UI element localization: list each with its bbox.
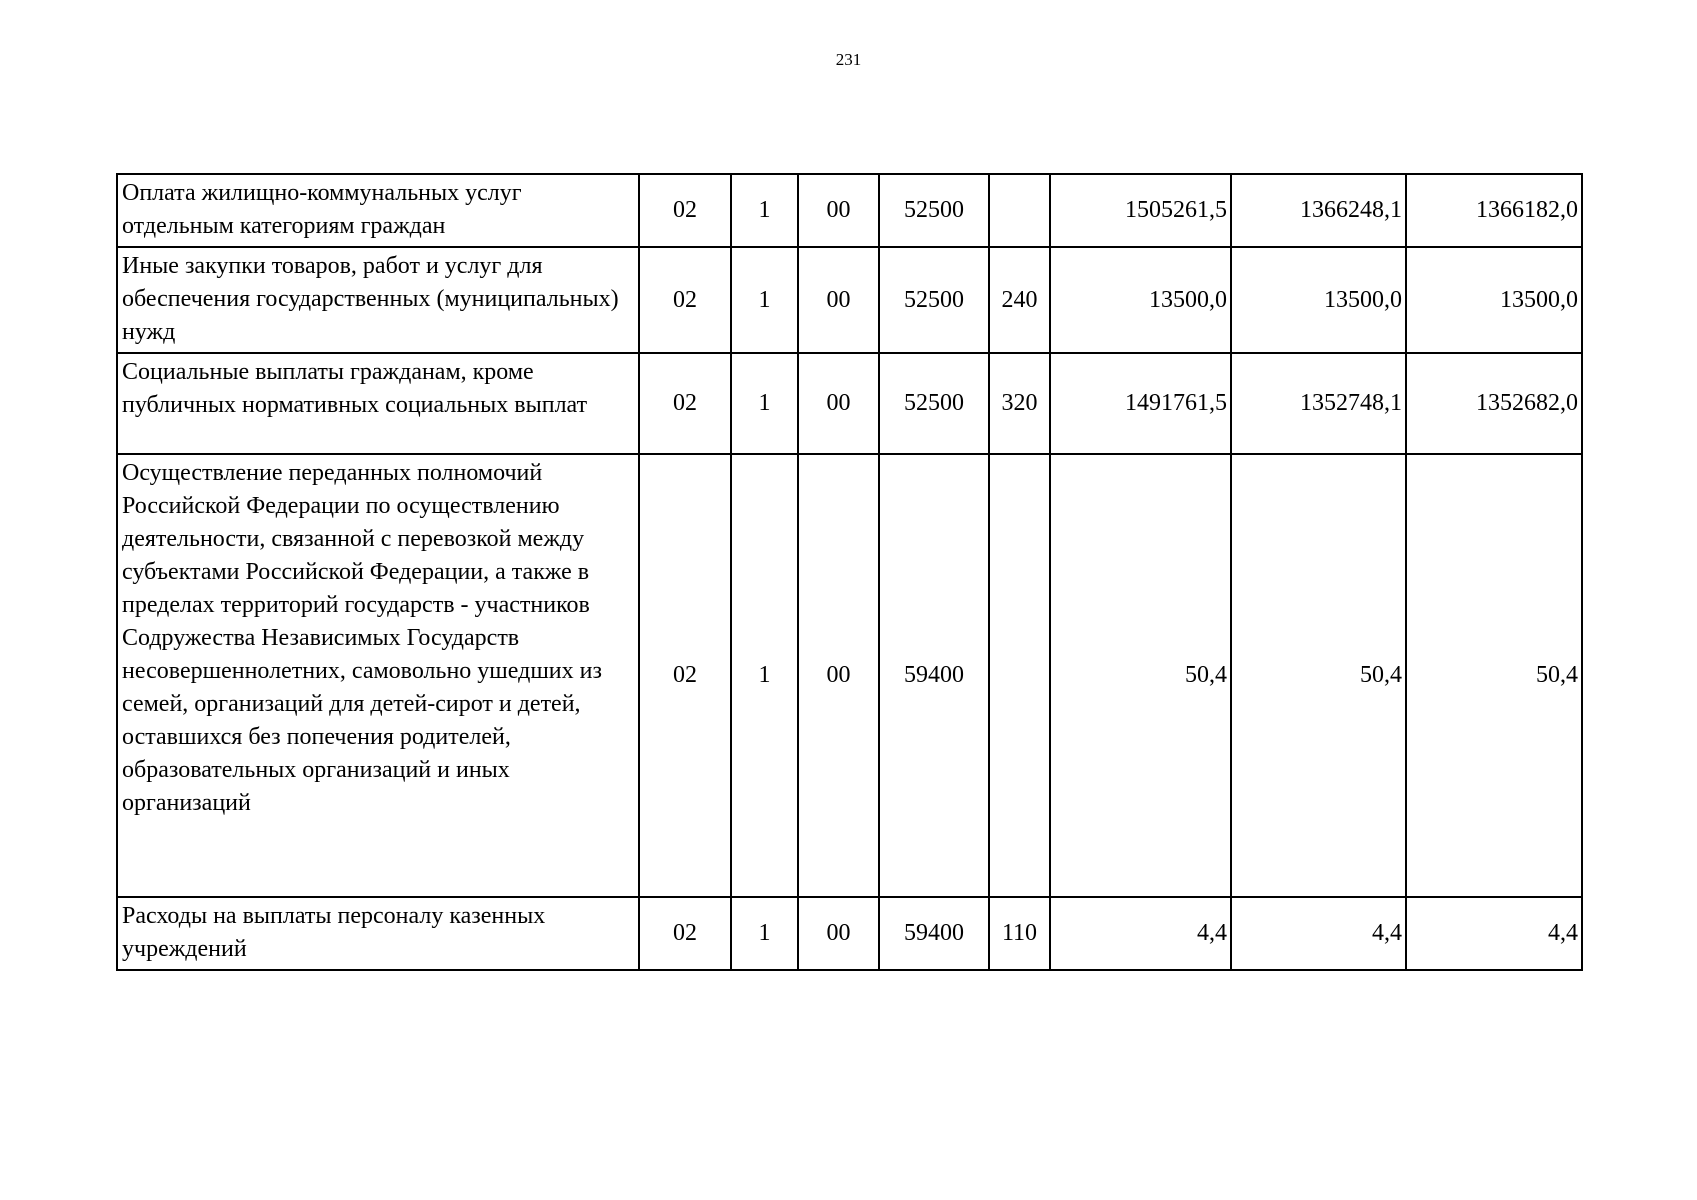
sum-year-2: 50,4 — [1231, 454, 1406, 897]
row-name: Иные закупки товаров, работ и услуг для обеспечения государственных (муниципальных) нужд — [117, 247, 639, 353]
subprogram-code: 00 — [798, 353, 879, 454]
subprogram-code: 00 — [798, 247, 879, 353]
sum-year-2: 4,4 — [1231, 897, 1406, 970]
sum-year-1: 1505261,5 — [1050, 174, 1231, 247]
direction-code: 52500 — [879, 247, 989, 353]
sum-year-1: 1491761,5 — [1050, 353, 1231, 454]
table-row — [117, 247, 1582, 353]
program-code: 1 — [731, 454, 798, 897]
budget-table — [116, 173, 1583, 971]
expense-type-code: 240 — [989, 247, 1050, 353]
program-code: 1 — [731, 897, 798, 970]
sum-year-1: 4,4 — [1050, 897, 1231, 970]
row-name: Осуществление переданных полномочий Российской Федерации по осуществлению деятельности, связанной с перевозкой между субъектами Российской Федерации, а также в пределах территорий государств - участников Содружества Независимых Государств несовершеннолетних, самовольно ушедших из семей, организаций для детей-сирот и детей, оставшихся без попечения родителей, образовательных организаций и иных организаций — [117, 454, 639, 897]
expense-type-code — [989, 174, 1050, 247]
sum-year-2: 1352748,1 — [1231, 353, 1406, 454]
page-number: 231 — [835, 50, 862, 69]
expense-type-code: 110 — [989, 897, 1050, 970]
section-code: 02 — [639, 247, 731, 353]
sum-year-1: 13500,0 — [1050, 247, 1231, 353]
program-code: 1 — [731, 174, 798, 247]
program-code: 1 — [731, 353, 798, 454]
section-code: 02 — [639, 353, 731, 454]
section-code: 02 — [639, 454, 731, 897]
table-row — [117, 174, 1582, 247]
row-name: Оплата жилищно-коммунальных услуг отдельным категориям граждан — [117, 174, 639, 247]
sum-year-2: 13500,0 — [1231, 247, 1406, 353]
subprogram-code: 00 — [798, 454, 879, 897]
row-name: Социальные выплаты гражданам, кроме публичных нормативных социальных выплат — [117, 353, 639, 454]
sum-year-3: 4,4 — [1406, 897, 1582, 970]
direction-code: 59400 — [879, 454, 989, 897]
expense-type-code: 320 — [989, 353, 1050, 454]
sum-year-3: 50,4 — [1406, 454, 1582, 897]
direction-code: 52500 — [879, 353, 989, 454]
sum-year-3: 1352682,0 — [1406, 353, 1582, 454]
subprogram-code: 00 — [798, 897, 879, 970]
expense-type-code — [989, 454, 1050, 897]
program-code: 1 — [731, 247, 798, 353]
sum-year-1: 50,4 — [1050, 454, 1231, 897]
row-name: Расходы на выплаты персоналу казенных учреждений — [117, 897, 639, 970]
direction-code: 52500 — [879, 174, 989, 247]
sum-year-3: 13500,0 — [1406, 247, 1582, 353]
section-code: 02 — [639, 174, 731, 247]
table-row — [117, 353, 1582, 454]
table-row — [117, 897, 1582, 970]
direction-code: 59400 — [879, 897, 989, 970]
sum-year-3: 1366182,0 — [1406, 174, 1582, 247]
section-code: 02 — [639, 897, 731, 970]
subprogram-code: 00 — [798, 174, 879, 247]
table-row — [117, 454, 1582, 897]
sum-year-2: 1366248,1 — [1231, 174, 1406, 247]
